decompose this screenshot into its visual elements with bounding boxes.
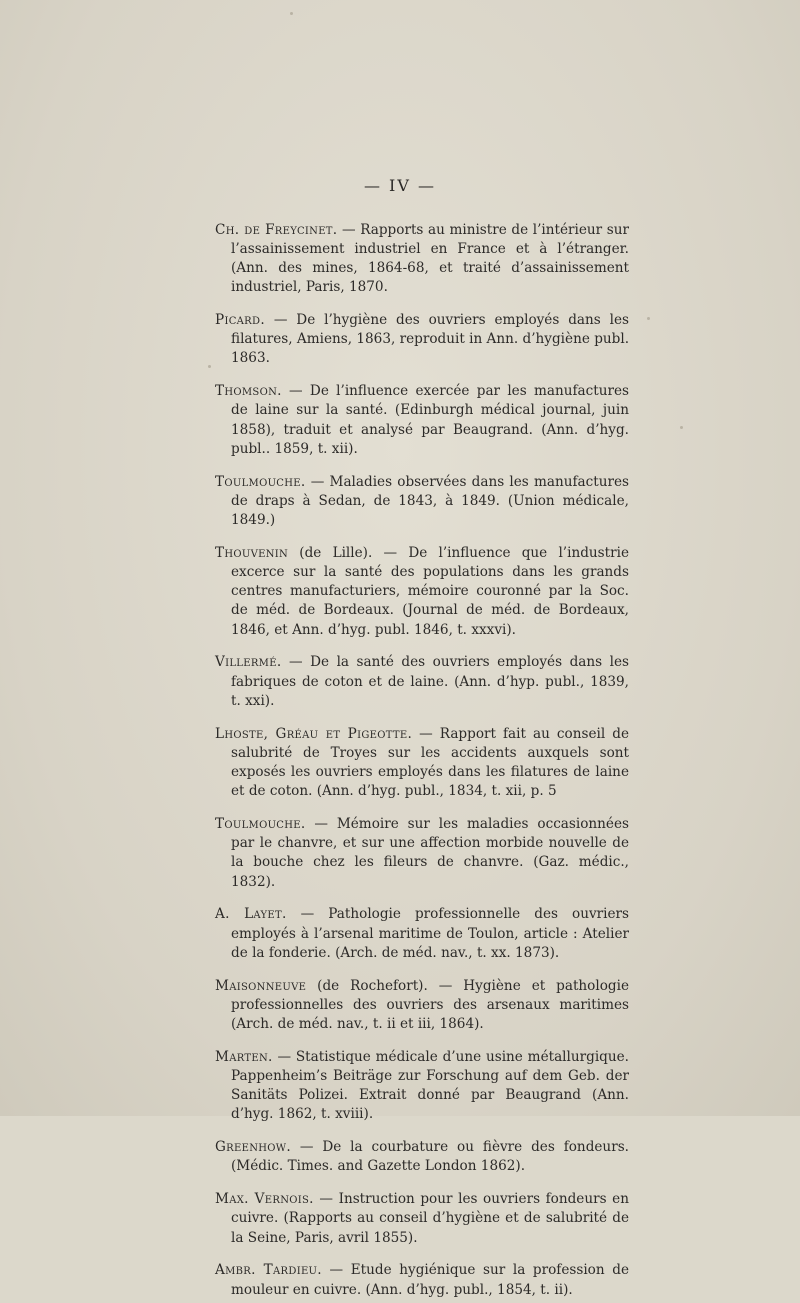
reference-text: — De la courbature ou fièvre des fondeurs. (Médic. Times. and Gazette London 1862). (231, 1139, 629, 1175)
reference-entry (215, 977, 629, 1035)
reference-entry (215, 1138, 629, 1176)
paper-speck (647, 317, 650, 320)
reference-entry (215, 473, 629, 531)
reference-author: Maisonneuve (215, 977, 307, 994)
reference-author: Villermé. (215, 654, 282, 671)
reference-entry (215, 905, 629, 963)
paper-speck (680, 426, 683, 429)
reference-text: — Instruction pour les ouvriers fondeurs en cuivre. (Rapports au conseil d’hygiène et de salubrité de la Seine, Paris, avril 1855). (231, 1191, 629, 1246)
reference-author: Marten. (215, 1048, 273, 1065)
reference-entry (215, 1048, 629, 1125)
reference-author: A. Layet. (215, 906, 287, 923)
reference-author: Lhoste, Gréau et Pigeotte. (215, 725, 413, 742)
reference-author: Thomson. (215, 383, 282, 400)
reference-entry (215, 1190, 629, 1248)
reference-text: — Pathologie professionnelle des ouvriers employés à l’arsenal maritime de Toulon, article : Atelier de la fonderie. (Arch. de méd. nav., t. xx. 1873). (231, 906, 629, 961)
reference-author: Toulmouche. (215, 816, 306, 833)
reference-author: Thouvenin (215, 544, 289, 561)
reference-author: Greenhow. (215, 1139, 291, 1156)
reference-text: — Maladies observées dans les manufactures de draps à Sedan, de 1843, à 1849. (Union médicale, 1849.) (231, 473, 629, 529)
reference-text: — Rapports au ministre de l’intérieur sur l’assainissement industriel en France et à l’étranger. (Ann. des mines, 1864-68, et traité d’assainissement industriel, Paris, 1870. (231, 221, 629, 296)
reference-entry (215, 382, 629, 459)
reference-text: — De l’hygiène des ouvriers employés dans les filatures, Amiens, 1863, reproduit in Ann. d’hygiène publ. 1863. (231, 312, 630, 367)
reference-text: — Mémoire sur les maladies occasionnées par le chanvre, et sur une affection morbide nouvelle de la bouche chez les fileurs de chanvre. (Gaz. médic., 1832). (231, 816, 629, 890)
reference-entry (215, 221, 629, 298)
reference-list (215, 207, 629, 1303)
reference-text: — Rapport fait au conseil de salubrité de Troyes sur les accidents auxquels sont exposés les ouvriers employés dans les filatures de laine et de coton. (Ann. d’hyg. publ., 1834, t. xii, p. 5 (231, 725, 629, 800)
reference-text: — De la santé des ouvriers employés dans les fabriques de coton et de laine. (Ann. d’hyp. publ., 1839, t. xxi). (231, 654, 629, 709)
reference-entry (215, 725, 629, 802)
reference-text: (de Lille). — De l’influence que l’industrie excerce sur la santé des populations dans les grands centres manufacturiers, mémoire couronné par la Soc. de méd. de Bordeaux. (Journal de méd. de Bordeaux, 1846, et Ann. d’hyg. publ. 1846, t. xxxvi). (231, 544, 629, 638)
reference-author: Toulmouche. (215, 473, 306, 490)
reference-text: (de Rochefort). — Hygiène et pathologie professionnelles des ouvriers des arsenaux maritimes (Arch. de méd. nav., t. ii et iii, 1864). (231, 977, 629, 1033)
reference-entry (215, 1261, 629, 1299)
reference-text: — Statistique médicale d’une usine métallurgique. Pappenheim’s Beiträge zur Forschung auf dem Geb. der Sanitäts Polizei. Extrait donné par Beaugrand (Ann. d’hyg. 1862, t. xviii). (231, 1048, 629, 1123)
paper-speck (290, 12, 293, 15)
reference-entry (215, 544, 629, 640)
reference-text: — De l’influence exercée par les manufactures de laine sur la santé. (Edinburgh médical journal, juin 1858), traduit et analysé par Beaugrand. (Ann. d’hyg. publ.. 1859, t. xii). (231, 383, 629, 457)
reference-text: — Etude hygiénique sur la profession de mouleur en cuivre. (Ann. d’hyg. publ., 1854, t. ii). (231, 1262, 629, 1298)
reference-entry (215, 311, 629, 369)
reference-author: Picard. (215, 312, 265, 328)
reference-author: Max. Vernois. (215, 1191, 314, 1208)
reference-author: Ch. de Freycinet. (215, 221, 338, 238)
reference-entry (215, 815, 629, 892)
reference-author: Ambr. Tardieu. (215, 1262, 322, 1279)
reference-entry (215, 653, 629, 711)
page-number: — IV — (363, 176, 437, 195)
paper-speck (208, 365, 211, 368)
